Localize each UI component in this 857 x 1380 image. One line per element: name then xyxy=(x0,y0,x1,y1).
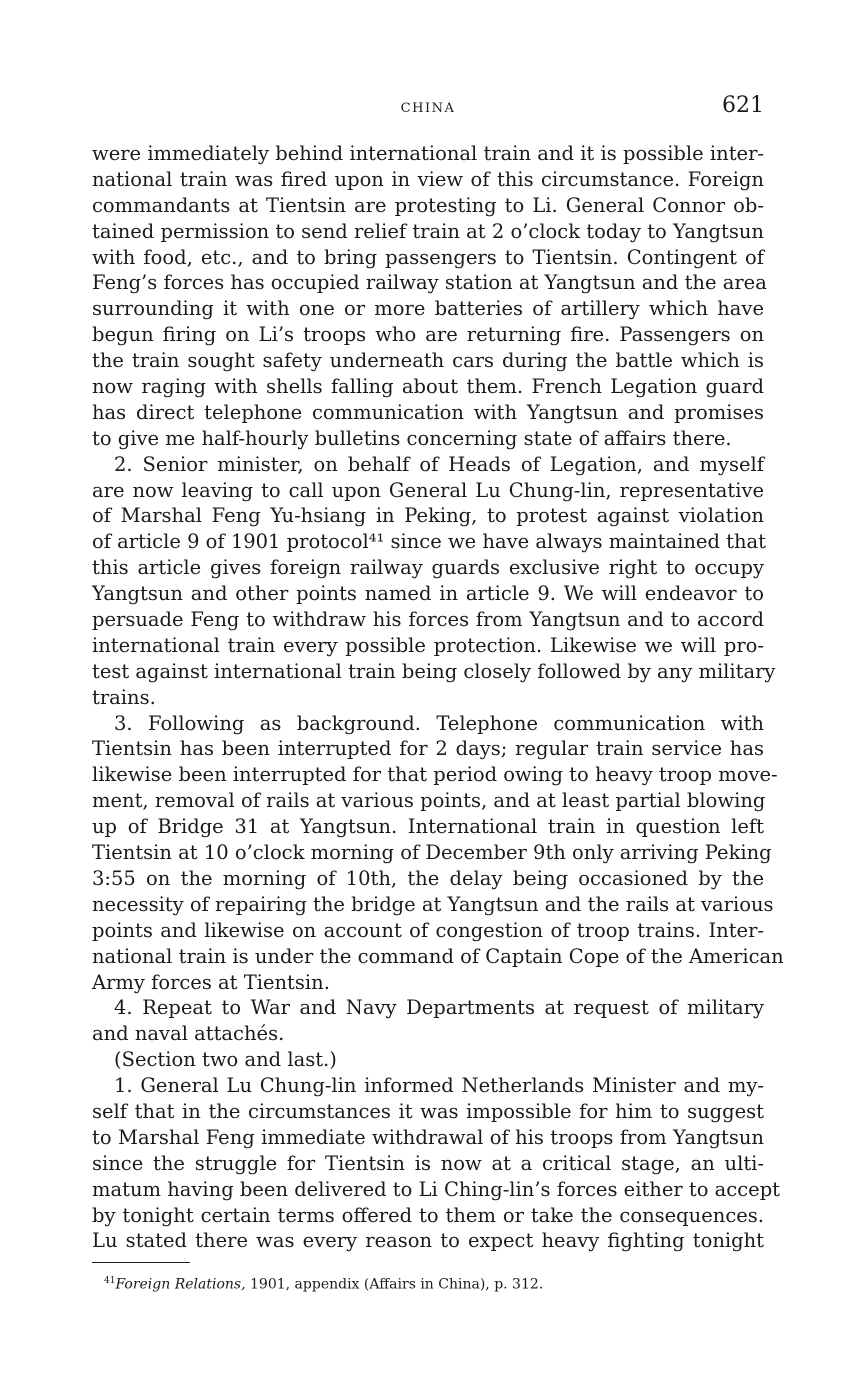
text-line: national train was fired upon in view of this circumstance. Foreign xyxy=(92,167,764,191)
text-line: ment, removal of rails at various points, and at least partial blowing xyxy=(92,789,766,813)
text-line: are now leaving to call upon General Lu Chung-lin, representative xyxy=(92,478,764,502)
text-line: Tientsin at 10 o’clock morning of December 9th only arriving Peking xyxy=(92,841,772,865)
text-line: self that in the circumstances it was impossible for him to suggest xyxy=(92,1099,764,1123)
text-line: 4. Repeat to War and Navy Departments at request of military xyxy=(114,996,764,1020)
page-number: 621 xyxy=(722,93,764,118)
text-line: and naval attachés. xyxy=(92,1022,285,1046)
text-line: with food, etc., and to bring passengers to Tientsin. Contingent of xyxy=(92,245,764,269)
text-line: of article 9 of 1901 protocol⁴¹ since we have always maintained that xyxy=(92,530,766,554)
text-line: trains. xyxy=(92,685,156,709)
text-line: to Marshal Feng immediate withdrawal of his troops from Yangtsun xyxy=(92,1125,764,1149)
text-line: by tonight certain terms offered to them or take the consequences. xyxy=(92,1203,764,1227)
text-line: up of Bridge 31 at Yangtsun. International train in question left xyxy=(92,815,764,839)
text-line: has direct telephone communication with Yangtsun and promises xyxy=(92,400,764,424)
text-line: 1. General Lu Chung-lin informed Netherlands Minister and my- xyxy=(114,1074,764,1098)
text-line: 3:55 on the morning of 10th, the delay being occasioned by the xyxy=(92,866,764,890)
text-line: to give me half-hourly bulletins concerning state of affairs there. xyxy=(92,426,732,450)
text-line: persuade Feng to withdraw his forces from Yangtsun and to accord xyxy=(92,608,764,632)
footnote-text: 1901, appendix (Affairs in China), p. 312. xyxy=(245,1276,544,1293)
footnote-divider xyxy=(92,1262,190,1263)
text-line: Tientsin has been interrupted for 2 days; regular train service has xyxy=(92,737,764,761)
text-line: Yangtsun and other points named in article 9. We will endeavor to xyxy=(92,582,764,606)
footnote xyxy=(104,1276,543,1293)
text-line: matum having been delivered to Li Ching-lin’s forces either to accept xyxy=(92,1177,781,1201)
body-text xyxy=(92,141,784,1254)
text-line: (Section two and last.) xyxy=(114,1048,337,1072)
running-title: CHINA xyxy=(400,101,456,116)
text-line: national train is under the command of Captain Cope of the American xyxy=(92,944,784,968)
text-line: international train every possible protection. Likewise we will pro- xyxy=(92,633,764,657)
text-line: test against international train being closely followed by any military xyxy=(92,659,776,683)
text-line: Feng’s forces has occupied railway station at Yangtsun and the area xyxy=(92,271,767,295)
text-line: surrounding it with one or more batteries of artillery which have xyxy=(92,297,764,321)
running-header xyxy=(92,92,764,126)
text-line: points and likewise on account of congestion of troop trains. Inter- xyxy=(92,918,764,942)
text-line: now raging with shells falling about them. French Legation guard xyxy=(92,375,764,399)
footnote-source: Foreign Relations, xyxy=(115,1276,246,1293)
text-line: likewise been interrupted for that period owing to heavy troop move- xyxy=(92,763,778,787)
text-line: begun firing on Li’s troops who are returning fire. Passengers on xyxy=(92,323,764,347)
text-line: 2. Senior minister, on behalf of Heads of Legation, and myself xyxy=(114,452,764,476)
text-line: 3. Following as background. Telephone communication with xyxy=(114,711,764,735)
text-line: since the struggle for Tientsin is now at a critical stage, an ulti- xyxy=(92,1151,764,1175)
text-line: of Marshal Feng Yu-hsiang in Peking, to protest against violation xyxy=(92,504,764,528)
text-line: were immediately behind international train and it is possible inter- xyxy=(92,142,764,165)
text-line: tained permission to send relief train at 2 o’clock today to Yangtsun xyxy=(92,219,764,243)
text-line: Army forces at Tientsin. xyxy=(92,970,330,994)
text-line: commandants at Tientsin are protesting to Li. General Connor ob- xyxy=(92,193,764,217)
footnote-marker: 41 xyxy=(104,1276,116,1286)
text-line: Lu stated there was every reason to expect heavy fighting tonight xyxy=(92,1229,764,1253)
text-line: necessity of repairing the bridge at Yangtsun and the rails at various xyxy=(92,892,774,916)
text-line: this article gives foreign railway guards exclusive right to occupy xyxy=(92,556,764,580)
text-line: the train sought safety underneath cars during the battle which is xyxy=(92,349,764,373)
